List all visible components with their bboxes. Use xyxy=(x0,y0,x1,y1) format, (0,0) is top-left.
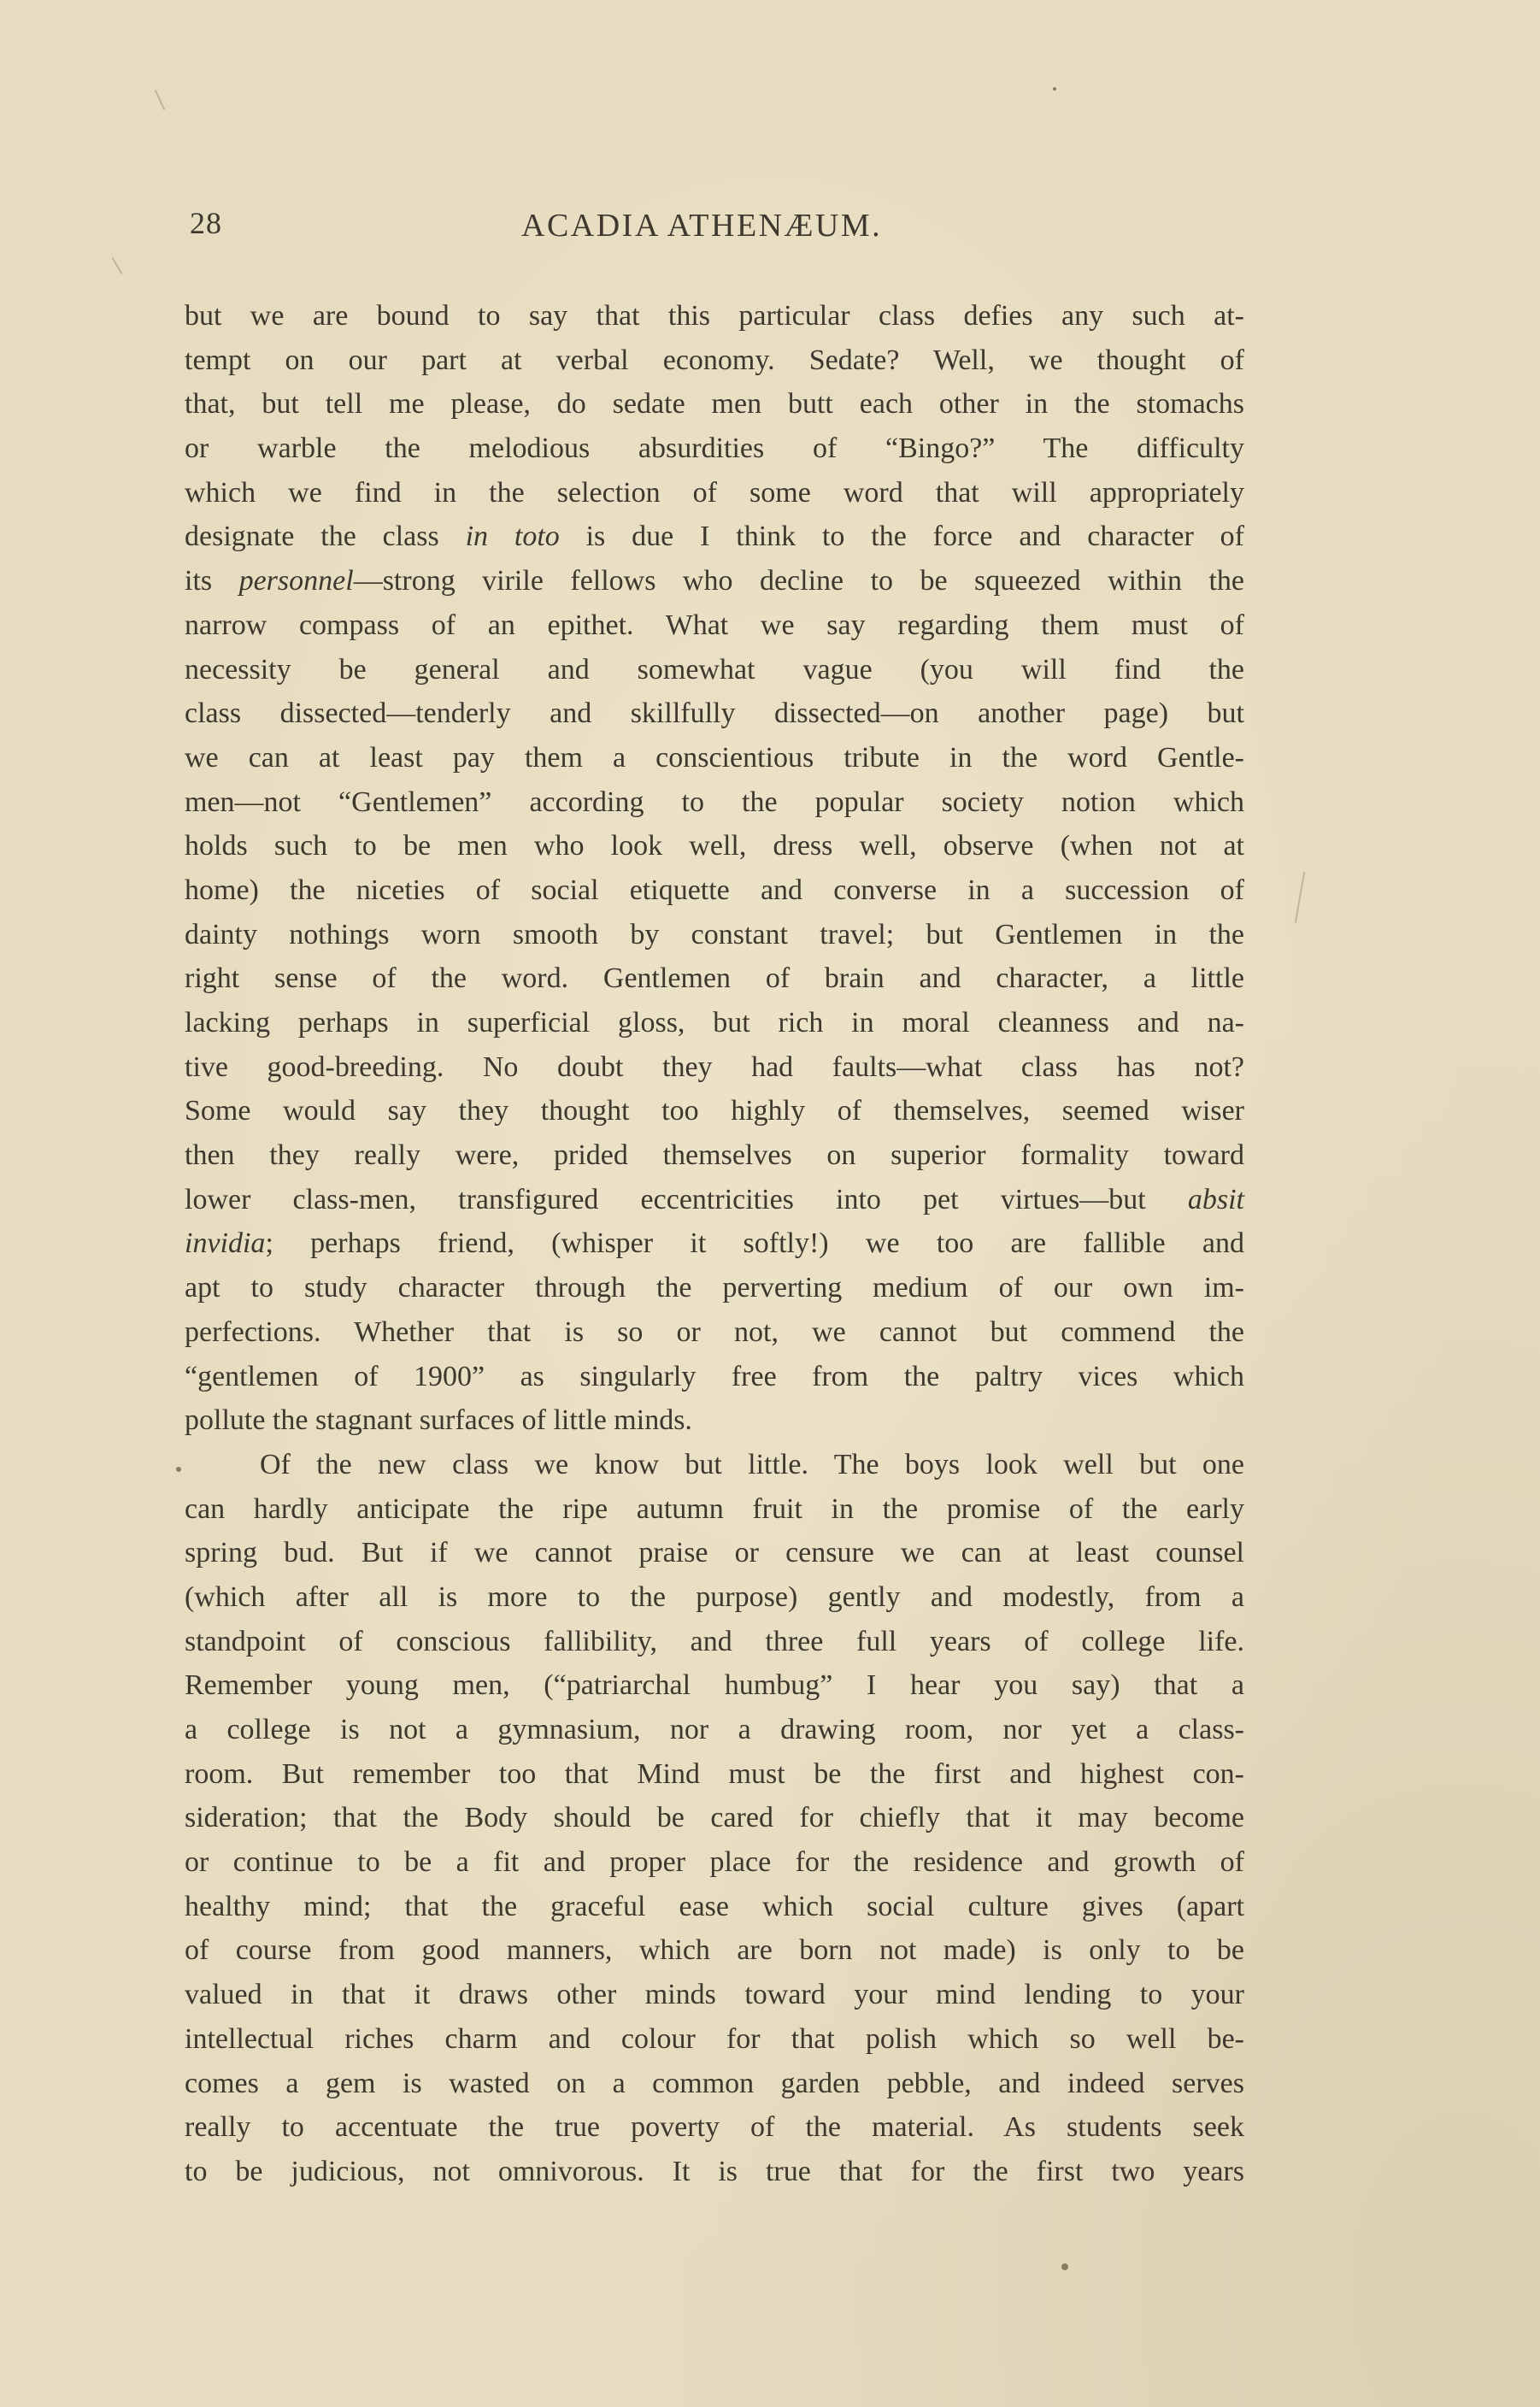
text-line: standpoint of conscious fallibility, and three full years of college life. xyxy=(185,1625,1244,1657)
text-line: tive good-breeding. No doubt they had faults—what class has not? xyxy=(185,1050,1244,1083)
text-line: can hardly anticipate the ripe autumn fruit in the promise of the early xyxy=(185,1492,1244,1525)
text-line: perfections. Whether that is so or not, we cannot but commend the xyxy=(185,1315,1244,1348)
text-line: its personnel—strong virile fellows who decline to be squeezed within the xyxy=(185,565,1245,597)
text-line: or warble the melodious absurdities of “Bingo?” The difficulty xyxy=(185,433,1244,465)
text-line: comes a gem is wasted on a common garden pebble, and indeed serves xyxy=(185,2067,1244,2099)
paragraph-start-line: Of the new class we know but little. The boys look well but one xyxy=(260,1448,1244,1480)
text-line: sideration; that the Body should be cared for chiefly that it may become xyxy=(185,1802,1244,1834)
text-line: Some would say they thought too highly of themselves, seemed wiser xyxy=(185,1095,1244,1127)
ink-speck xyxy=(176,1467,181,1472)
text-line: intellectual riches charm and colour for that polish which so well be- xyxy=(185,2022,1244,2055)
text-line: men—not “Gentlemen” according to the popular society notion which xyxy=(185,786,1244,818)
text-line: Remember young men, (“patriarchal humbug” I hear you say) that a xyxy=(185,1669,1244,1702)
text-line: (which after all is more to the purpose) gently and modestly, from a xyxy=(185,1580,1244,1613)
running-head: ACADIA ATHENÆUM. xyxy=(521,208,883,244)
paper-scratch xyxy=(155,90,166,110)
paragraph-end-line: pollute the stagnant surfaces of little minds. xyxy=(185,1404,692,1437)
text-line: necessity be general and somewhat vague (you will find the xyxy=(185,653,1244,686)
text-line: lower class-men, transfigured eccentricities into pet virtues—but absit xyxy=(185,1183,1244,1215)
text-line: home) the niceties of social etiquette and converse in a succession of xyxy=(185,874,1244,906)
text-line: a college is not a gymnasium, nor a drawing room, nor yet a class- xyxy=(185,1714,1244,1745)
text-line: class dissected—tenderly and skillfully dissected—on another page) but xyxy=(185,697,1244,730)
text-line: or continue to be a fit and proper place for the residence and growth of xyxy=(185,1846,1244,1879)
text-line: but we are bound to say that this particular class defies any such at- xyxy=(185,300,1244,332)
text-line: then they really were, prided themselves on superior formality toward xyxy=(185,1139,1244,1172)
text-line: really to accentuate the true poverty of the material. As students seek xyxy=(185,2111,1244,2144)
text-line: lacking perhaps in superficial gloss, but rich in moral cleanness and na- xyxy=(185,1007,1244,1039)
text-line: room. But remember too that Mind must be the first and highest con- xyxy=(185,1757,1244,1790)
text-line: that, but tell me please, do sedate men butt each other in the stomachs xyxy=(185,388,1244,421)
text-line: of course from good manners, which are born not made) is only to be xyxy=(185,1934,1244,1967)
text-line: which we find in the selection of some word that will appropriately xyxy=(185,476,1244,509)
text-line: dainty nothings worn smooth by constant travel; but Gentlemen in the xyxy=(185,918,1244,950)
text-line: designate the class in toto is due I think to the force and character of xyxy=(185,521,1244,553)
paper-scratch xyxy=(1295,872,1305,922)
text-line: healthy mind; that the graceful ease which social culture gives (apart xyxy=(185,1890,1244,1922)
text-line: holds such to be men who look well, dress well, observe (when not at xyxy=(185,830,1244,862)
text-line: “gentlemen of 1900” as singularly free from the paltry vices which xyxy=(185,1360,1244,1392)
text-line: spring bud. But if we cannot praise or censure we can at least counsel xyxy=(185,1537,1244,1569)
ink-speck xyxy=(1061,2263,1068,2270)
paper-scratch xyxy=(112,257,123,274)
text-line: right sense of the word. Gentlemen of brain and character, a little xyxy=(185,962,1244,995)
article-body xyxy=(185,294,1244,2194)
page-number: 28 xyxy=(190,206,222,240)
text-line: apt to study character through the perverting medium of our own im- xyxy=(185,1272,1244,1304)
text-line: invidia; perhaps friend, (whisper it softly!) we too are fallible and xyxy=(185,1227,1244,1260)
text-line: we can at least pay them a conscientious tribute in the word Gentle- xyxy=(185,741,1244,774)
text-line: tempt on our part at verbal economy. Sedate? Well, we thought of xyxy=(185,344,1244,376)
text-line: valued in that it draws other minds toward your mind lending to your xyxy=(185,1979,1244,2011)
text-line: to be judicious, not omnivorous. It is true that for the first two years xyxy=(185,2155,1244,2187)
page-header xyxy=(186,198,1246,258)
ink-speck xyxy=(1053,87,1056,91)
text-line: narrow compass of an epithet. What we say regarding them must of xyxy=(185,609,1244,641)
